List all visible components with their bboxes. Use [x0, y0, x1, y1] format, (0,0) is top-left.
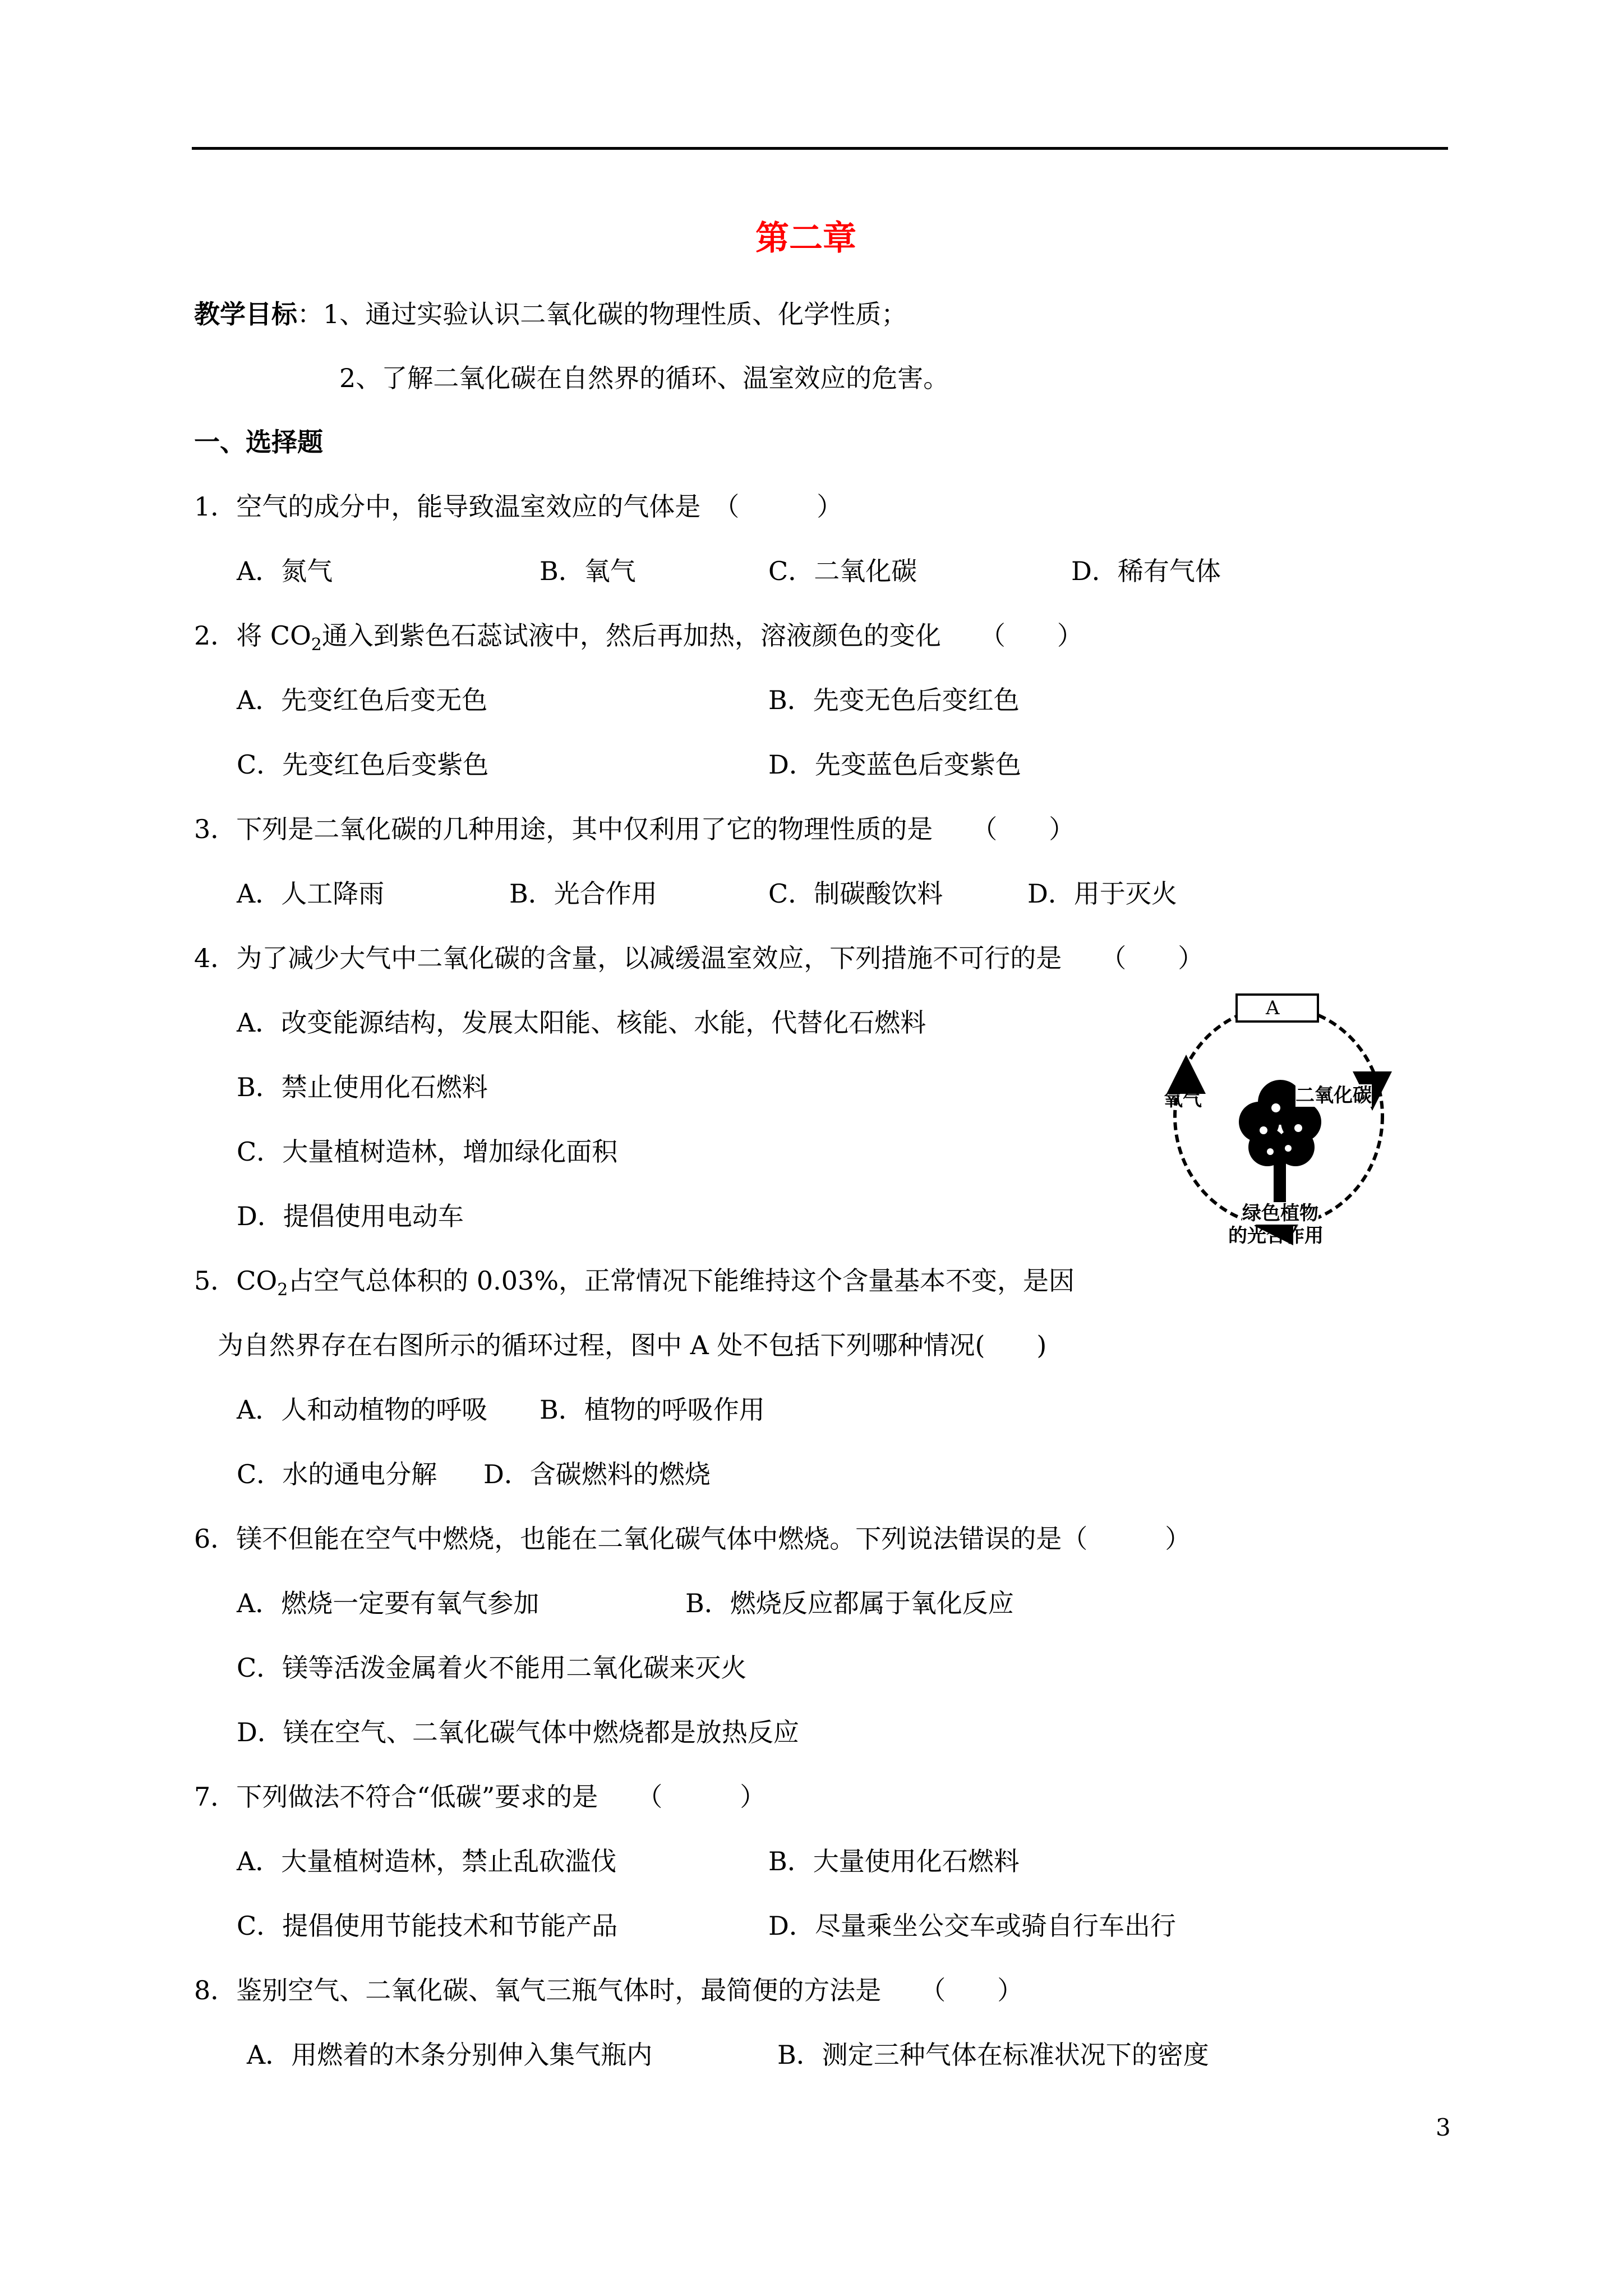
page-title: 第二章 [755, 219, 856, 258]
q5-option-c: C．水的通电分解 [237, 1459, 437, 1489]
q2-option-d: D．先变蓝色后变紫色 [768, 749, 1021, 780]
q1-option-c: C．二氧化碳 [768, 556, 917, 586]
q4-option-b: B．禁止使用化石燃料 [237, 1072, 488, 1102]
carbon-cycle-diagram [1164, 990, 1399, 1259]
q1-option-d: D．稀有气体 [1071, 556, 1221, 586]
question-5-stem [194, 1264, 1075, 1300]
question-6-stem: 6．镁不但能在空气中燃烧，也能在二氧化碳气体中燃烧。下列说法错误的是（ ） [194, 1524, 1191, 1554]
q3-option-a: A．人工降雨 [237, 878, 385, 909]
caption-line-1: 绿色植物 [1242, 1202, 1318, 1225]
q5-stem-post: 占空气总体积的 0.03%，正常情况下能维持这个含量基本不变，是因 [288, 1266, 1075, 1296]
q4-option-d: D．提倡使用电动车 [237, 1201, 464, 1231]
q2-stem-pre: 2．将 CO [194, 620, 311, 651]
question-7-stem: 7．下列做法不符合“低碳”要求的是 （ ） [194, 1782, 766, 1812]
q6-option-b: B．燃烧反应都属于氧化反应 [685, 1588, 1014, 1618]
q1-option-b: B．氧气 [540, 556, 636, 586]
q2-stem-post: 通入到紫色石蕊试液中，然后再加热，溶液颜色的变化 （ ） [321, 620, 1083, 651]
co2-label: 二氧化碳 [1295, 1084, 1372, 1107]
q5-option-a: A．人和动植物的呼吸 [237, 1395, 488, 1425]
page-number: 3 [1436, 2114, 1451, 2141]
q7-option-a: A．大量植树造林，禁止乱砍滥伐 [237, 1846, 617, 1876]
q3-option-d: D．用于灭火 [1027, 878, 1177, 909]
question-4-stem: 4．为了减少大气中二氧化碳的含量，以减缓温室效应，下列措施不可行的是 （ ） [194, 943, 1204, 973]
q1-option-a: A．氮气 [237, 556, 333, 586]
q6-option-d: D．镁在空气、二氧化碳气体中燃烧都是放热反应 [237, 1717, 799, 1747]
q5-stem-sub: 2 [277, 1280, 288, 1300]
q3-option-b: B．光合作用 [509, 878, 657, 909]
question-8-stem: 8．鉴别空气、二氧化碳、氧气三瓶气体时，最简便的方法是 （ ） [194, 1975, 1023, 2005]
header-rule [192, 147, 1448, 150]
objectives-text-1: ：1、通过实验认识二氧化碳的物理性质、化学性质； [297, 299, 907, 329]
box-a-label: A [1266, 997, 1280, 1019]
question-2-stem [194, 619, 1083, 655]
q8-option-b: B．测定三种气体在标准状况下的密度 [777, 2040, 1209, 2070]
q4-option-c: C．大量植树造林，增加绿化面积 [237, 1137, 618, 1167]
objectives-line-1 [194, 297, 907, 331]
q2-stem-sub: 2 [311, 635, 322, 655]
q6-option-a: A．燃烧一定要有氧气参加 [237, 1588, 540, 1618]
q7-option-c: C．提倡使用节能技术和节能产品 [237, 1911, 618, 1941]
q5-option-b: B．植物的呼吸作用 [540, 1395, 765, 1425]
objectives-label: 教学目标 [194, 299, 297, 329]
q7-option-d: D．尽量乘坐公交车或骑自行车出行 [768, 1911, 1176, 1941]
oxygen-label: 氧气 [1164, 1088, 1202, 1111]
q2-option-a: A．先变红色后变无色 [237, 685, 488, 715]
q7-option-b: B．大量使用化石燃料 [768, 1846, 1020, 1876]
q2-option-c: C．先变红色后变紫色 [237, 749, 489, 780]
q6-option-c: C．镁等活泼金属着火不能用二氧化碳来灭火 [237, 1653, 747, 1683]
objectives-line-2: 2、了解二氧化碳在自然界的循环、温室效应的危害。 [339, 363, 949, 393]
caption-line-2: 的光合作用 [1228, 1225, 1324, 1247]
q4-option-a: A．改变能源结构，发展太阳能、核能、水能，代替化石燃料 [237, 1007, 926, 1038]
question-5-stem-line-2: 为自然界存在右图所示的循环过程，图中 A 处不包括下列哪种情况( ) [218, 1330, 1047, 1360]
q5-stem-pre: 5．CO [194, 1266, 278, 1296]
question-1-stem: 1．空气的成分中，能导致温室效应的气体是 （ ） [194, 491, 843, 522]
q8-option-a: A．用燃着的木条分别伸入集气瓶内 [247, 2040, 653, 2070]
q3-option-c: C．制碳酸饮料 [768, 878, 943, 909]
q2-option-b: B．先变无色后变红色 [768, 685, 1020, 715]
question-3-stem: 3．下列是二氧化碳的几种用途，其中仅利用了它的物理性质的是 （ ） [194, 814, 1075, 844]
q5-option-d: D．含碳燃料的燃烧 [483, 1459, 711, 1489]
section-heading: 一、选择题 [194, 427, 323, 457]
